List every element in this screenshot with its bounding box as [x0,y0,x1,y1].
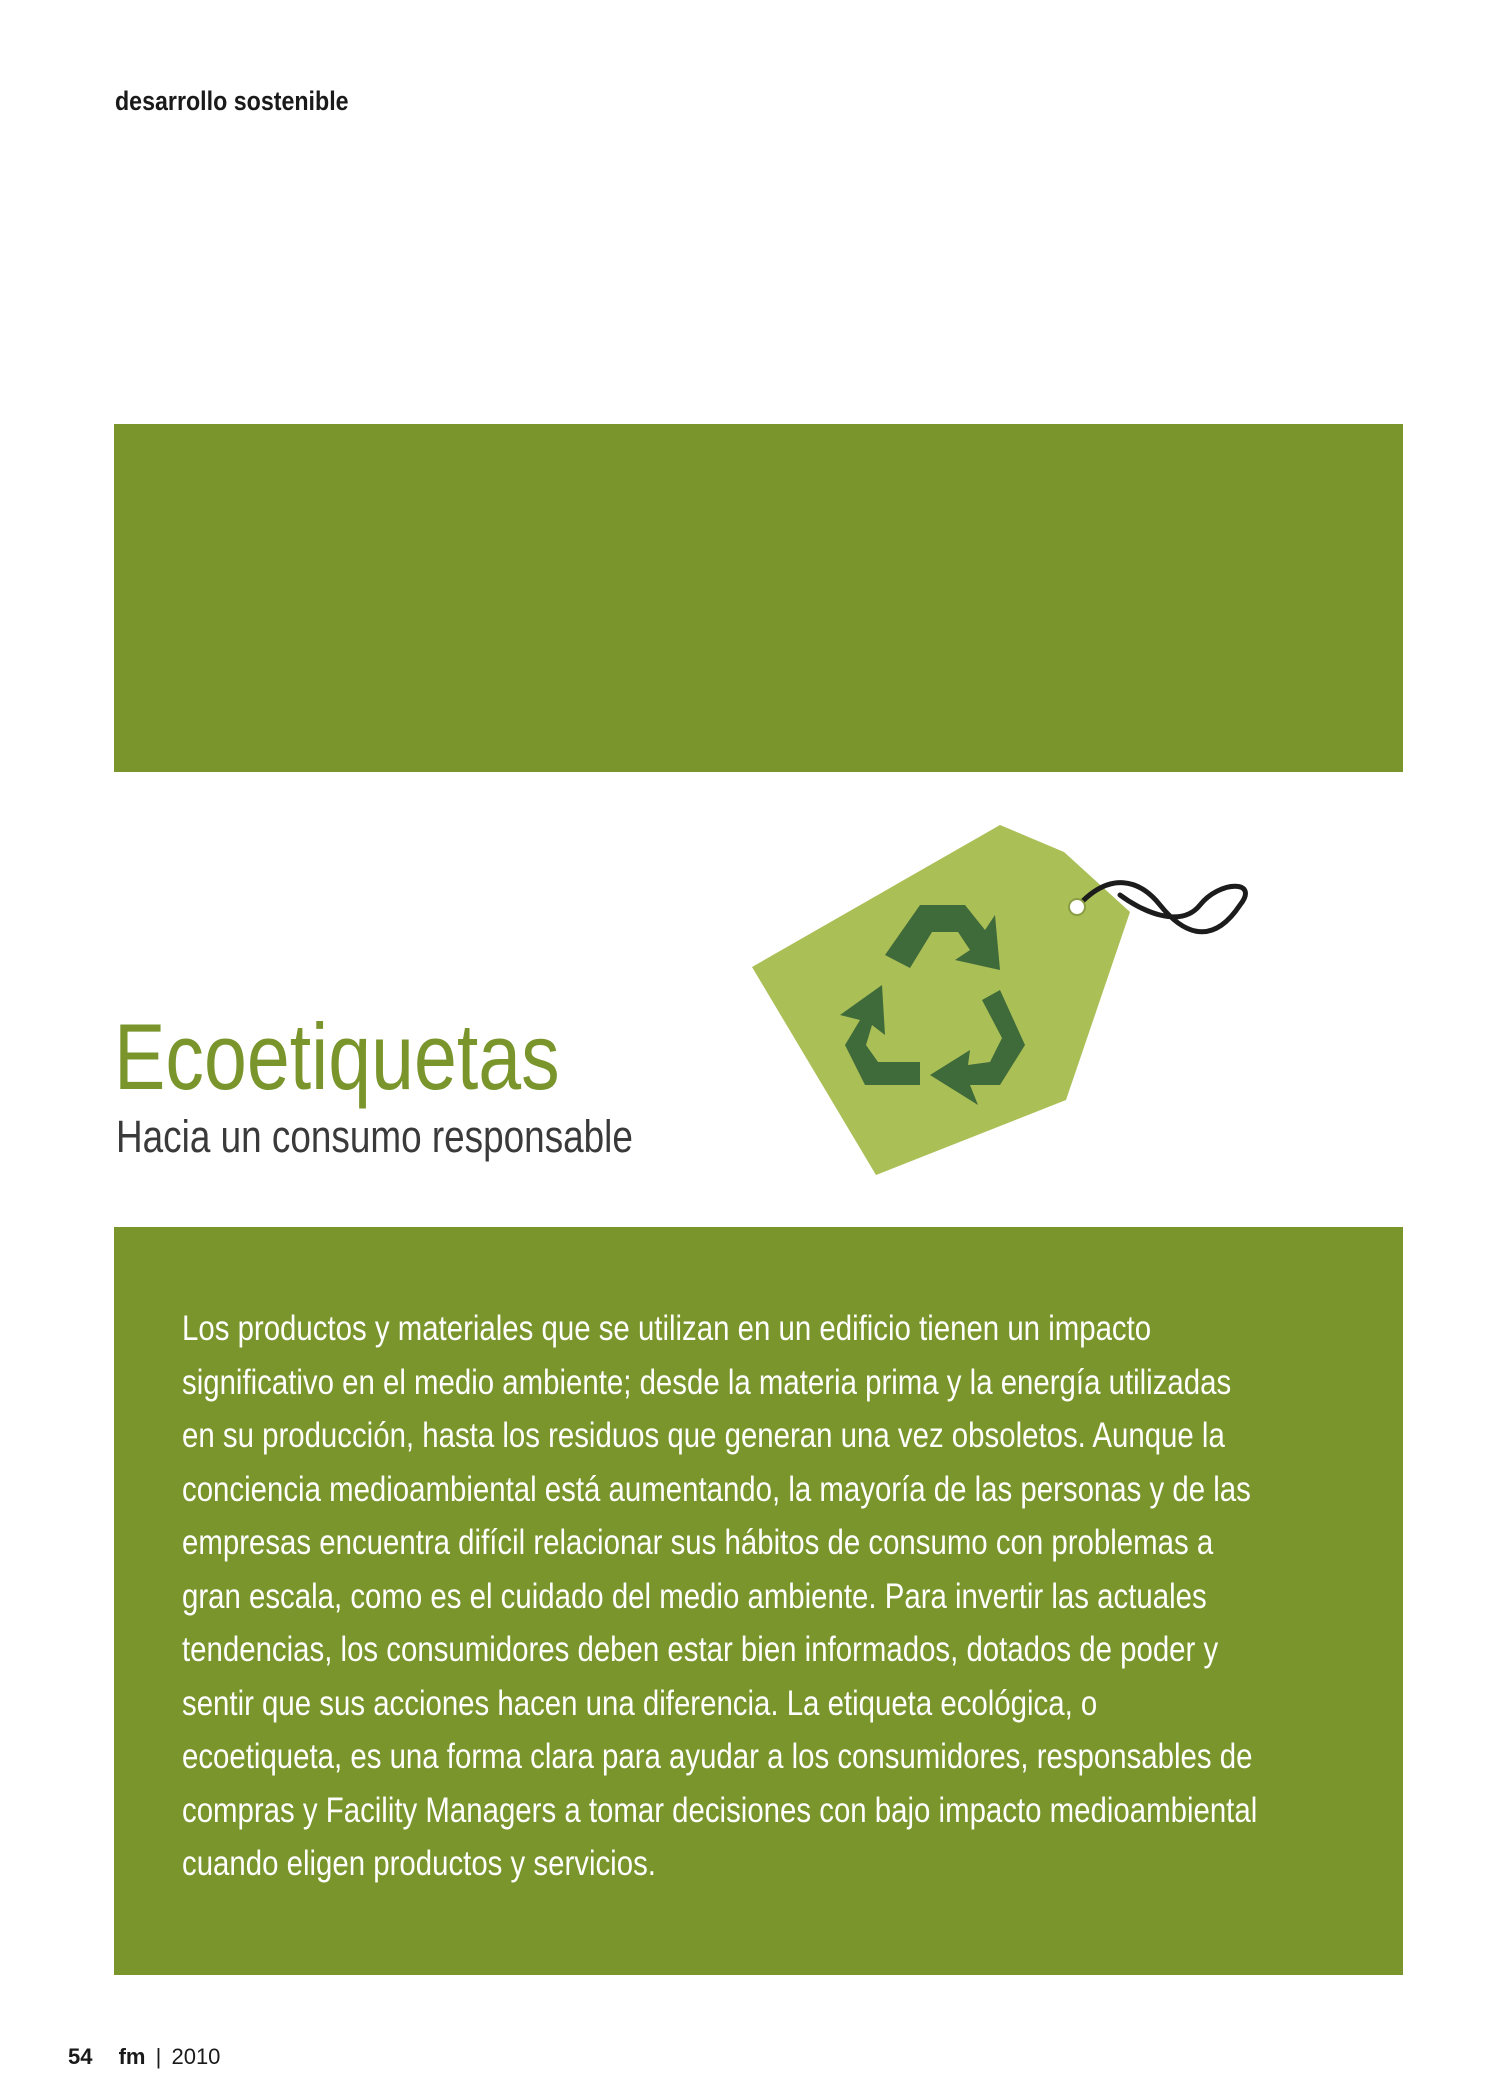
tag-eyelet [1069,899,1085,915]
green-banner [114,424,1403,772]
issue-year: 2010 [171,2044,221,2069]
magazine-name: fm [118,2044,146,2069]
intro-paragraph: Los productos y materiales que se utilizan en un edificio tienen un impacto significativo en el medio ambiente; desde la materia prima y la energía utilizadas en su producción, hasta los residuos que generan una vez obsoletos. Aunque la conciencia medioambiental está aumentando, la mayoría de las personas y de las empresas encuentra difícil relacionar sus hábitos de consumo con problemas a gran escala, como es el cuidado del medio ambiente. Para invertir las actuales tendencias, los consumidores deben estar bien informados, dotados de poder y sentir que sus acciones hacen una diferencia. La etiqueta ecológica, o ecoetiqueta, es una forma clara para ayudar a los consumidores, responsables de compras y Facility Managers a tomar decisiones con bajo impacto medioambiental cuando eligen productos y servicios. [182,1309,1258,1883]
section-label: desarrollo sostenible [115,86,349,116]
page-number: 54 [68,2044,93,2069]
footer-separator: | [155,2044,162,2069]
article-title: Ecoetiquetas [114,1004,560,1109]
page-footer [68,2044,220,2070]
recycle-tag-icon [740,810,1260,1190]
tag-shape [752,825,1130,1175]
article-subtitle: Hacia un consumo responsable [116,1111,633,1162]
